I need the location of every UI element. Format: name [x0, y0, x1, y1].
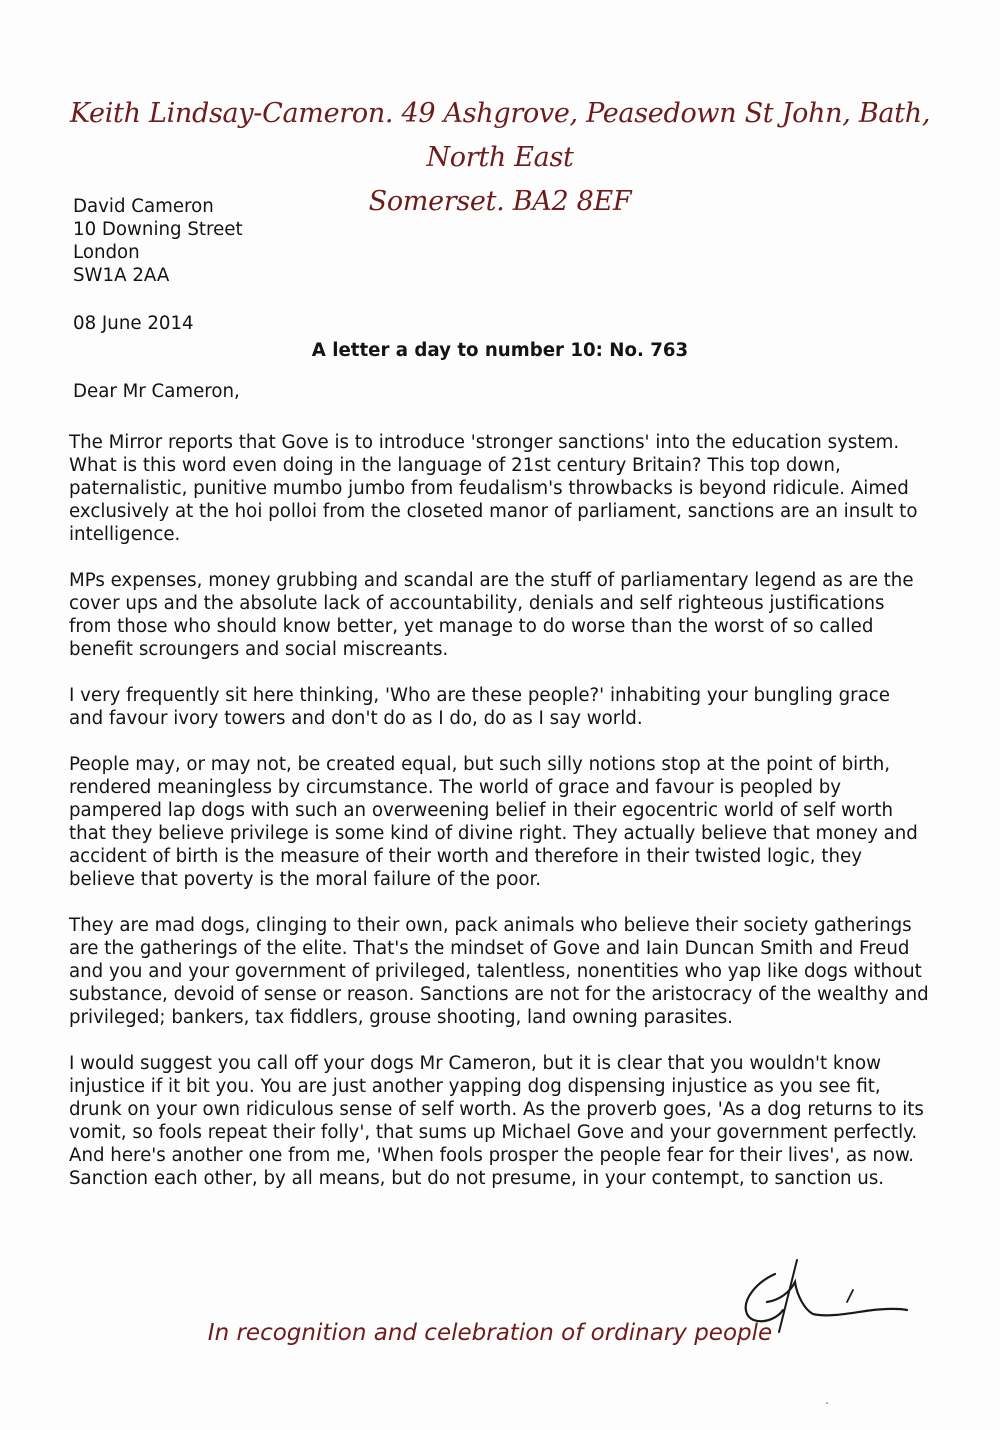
letterhead-line-1: Keith Lindsay-Cameron. 49 Ashgrove, Peasedown St John, Bath, North East	[69, 98, 931, 173]
letter-date: 08 June 2014	[73, 313, 194, 334]
paragraph-3: I very frequently sit here thinking, 'Who are these people?' inhabiting your bungling grace and favour ivory towers and don't do as I do, do as I say world.	[69, 685, 890, 729]
letter-heading: A letter a day to number 10: No. 763	[311, 340, 689, 361]
recipient-street: 10 Downing Street	[73, 219, 243, 240]
paragraph-4: People may, or may not, be created equal, but such silly notions stop at the point of birth, rendered meaningless by circumstance. The world of grace and favour is peopled by pampered lap dogs with such an overweening belief in their egocentric world of self worth that they believe privilege is some kind of divine right. They actually believe that money and accident of birth is the measure of their worth and therefore in their twisted logic, they believe that poverty is the moral failure of the poor.	[69, 754, 918, 890]
paragraph-1: The Mirror reports that Gove is to introduce 'stronger sanctions' into the education system. What is this word even doing in the language of 21st century Britain? This top down, paternalistic, punitive mumbo jumbo from feudalism's throwbacks is beyond ridicule. Aimed exclusively at the hoi polloi from the closeted manor of parliament, sanctions are an insult to intelligence.	[69, 432, 918, 545]
letter-body	[69, 431, 929, 1213]
paragraph-6: I would suggest you call off your dogs Mr Cameron, but it is clear that you wouldn't know injustice if it bit you. You are just another yapping dog dispensing injustice as you see fit, drunk on your own ridiculous sense of self worth. As the proverb goes, 'As a dog returns to its vomit, so fools repeat their folly', that sums up Michael Gove and your government perfectly. And here's another one from me, 'When fools prosper the people fear for their lives', as now. Sanction each other, by all means, but do not presume, in your contempt, to sanction us.	[69, 1053, 924, 1189]
salutation: Dear Mr Cameron,	[73, 381, 240, 402]
scan-speck	[826, 1402, 828, 1404]
paragraph-5: They are mad dogs, clinging to their own, pack animals who believe their society gatherings are the gatherings of the elite. That's the mindset of Gove and Iain Duncan Smith and Freud and you and your government of privileged, talentless, nonentities who yap like dogs without substance, devoid of sense or reason. Sanctions are not for the aristocracy of the wealthy and privileged; bankers, tax fiddlers, grouse shooting, land owning parasites.	[69, 915, 929, 1028]
tagline: In recognition and celebration of ordinary people	[207, 1320, 773, 1346]
paragraph-2: MPs expenses, money grubbing and scandal are the stuff of parliamentary legend as are the cover ups and the absolute lack of accountability, denials and self righteous justifications from those who should know better, yet manage to do worse than the worst of so called benefit scroungers and social miscreants.	[69, 570, 914, 660]
recipient-name: David Cameron	[73, 196, 214, 217]
recipient-address	[73, 195, 473, 287]
recipient-postcode: SW1A 2AA	[73, 265, 170, 286]
letterhead-line-2: Somerset. BA2 8EF	[368, 186, 632, 217]
recipient-city: London	[73, 242, 140, 263]
